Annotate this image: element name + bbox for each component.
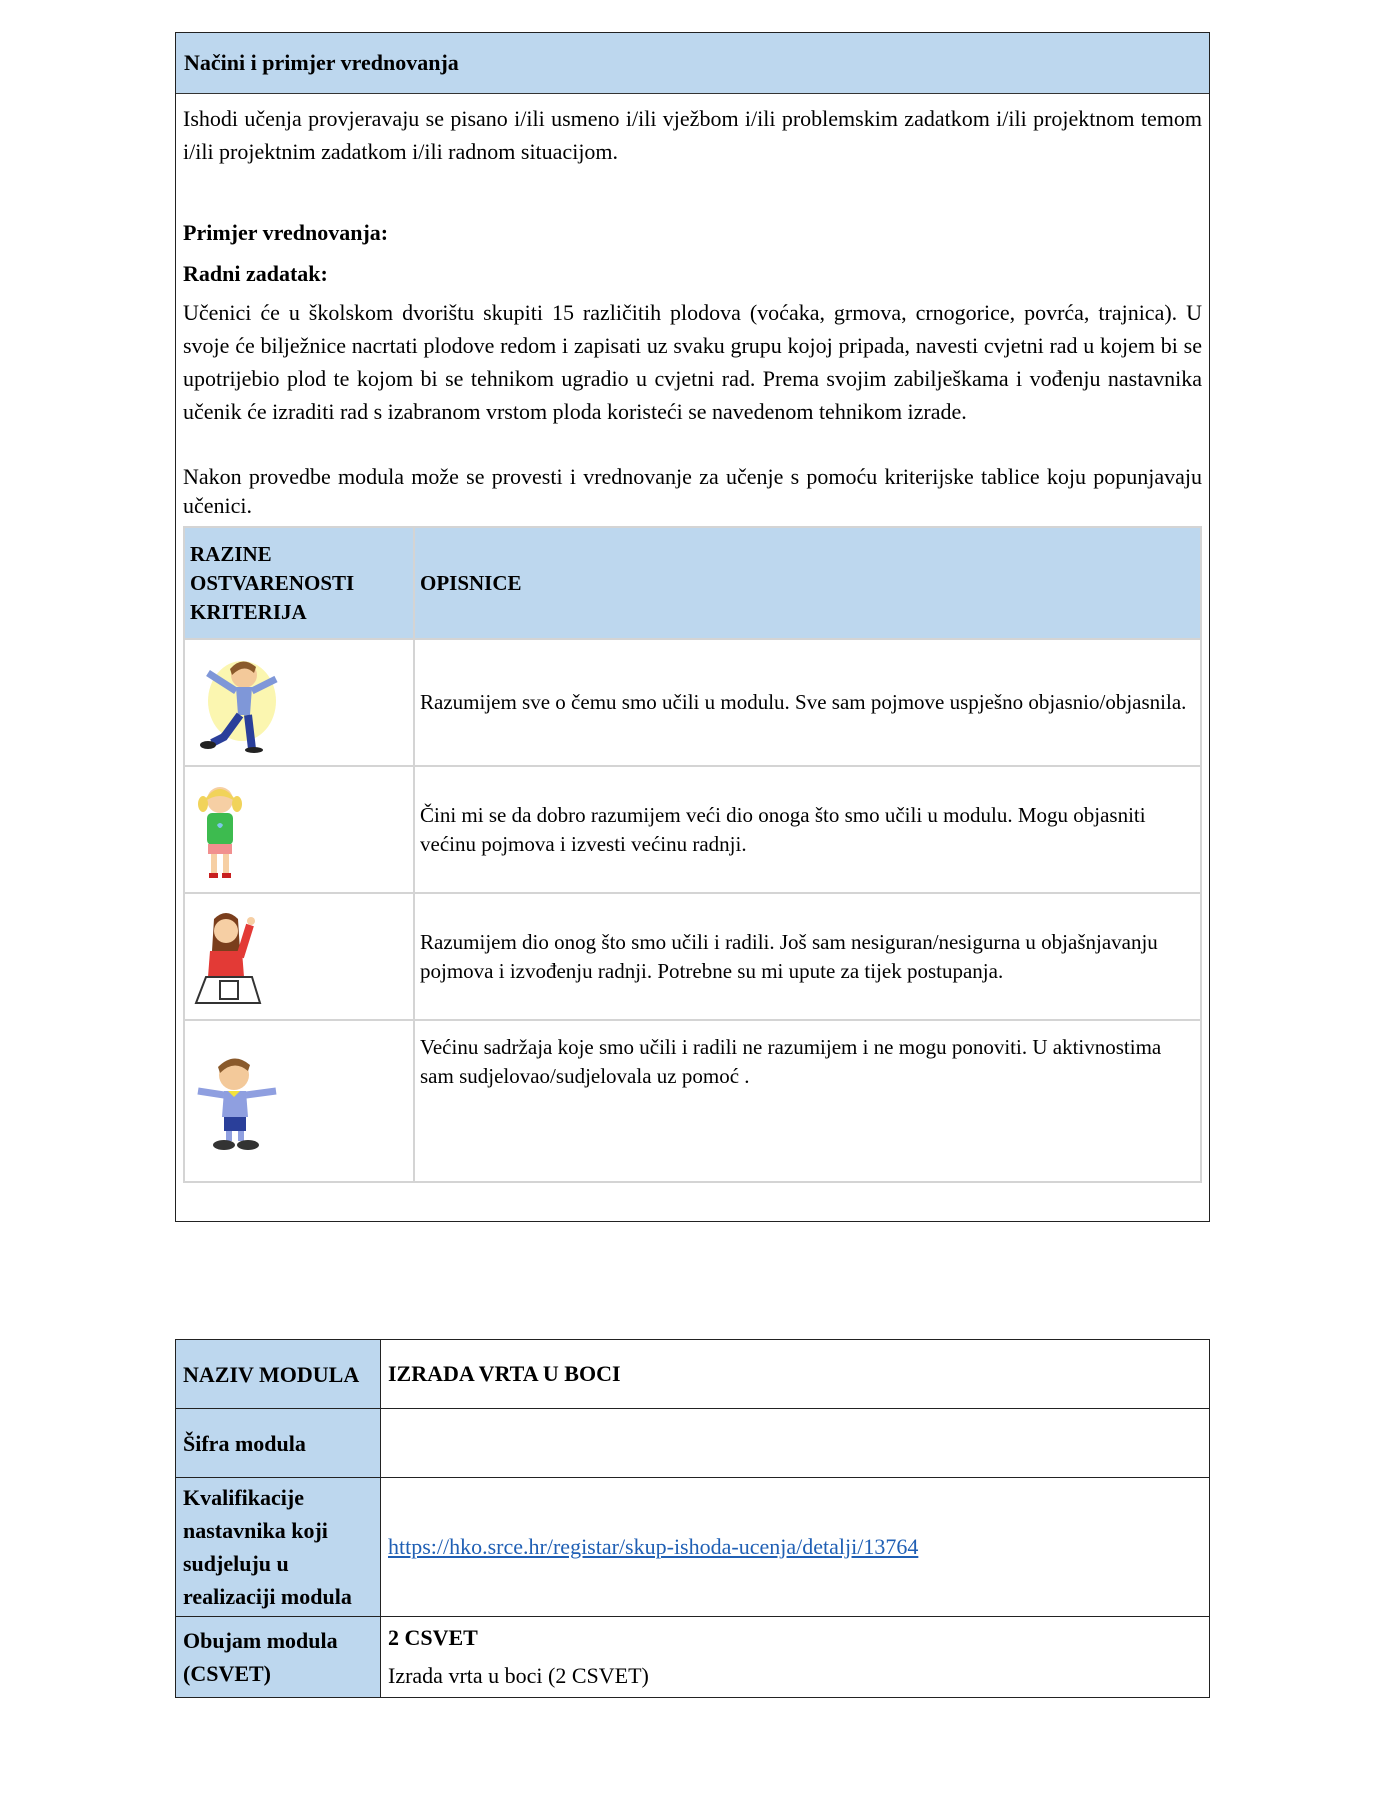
module-info-table [175,1339,1210,1698]
criteria-row [184,639,1201,766]
criteria-row [184,893,1201,1020]
module-code-label: Šifra modula [176,1409,381,1478]
module-volume-detail: Izrada vrta u boci (2 CSVET) [388,1663,649,1688]
module-code-value [381,1409,1210,1478]
assessment-body [176,102,1209,1183]
criteria-descriptor: Razumijem sve o čemu smo učili u modulu. Sve sam pojmove uspješno objasnio/objasnila. [414,639,1201,766]
module-name-value: IZRADA VRTA U BOCI [381,1340,1210,1409]
module-qualifications-row [176,1478,1210,1617]
assessment-table [175,32,1210,1222]
criteria-descriptor: Većinu sadržaja koje smo učili i radili ne razumijem i ne mogu ponoviti. U aktivnostima sam sudjelovao/sudjelovala uz pomoć . [414,1020,1201,1182]
criteria-descriptor: Čini mi se da dobro razumijem veći dio onoga što smo učili u modulu. Mogu objasniti većinu pojmova i izvesti većinu radnji. [414,766,1201,893]
criteria-row [184,766,1201,893]
task-heading: Radni zadatak: [183,261,328,286]
module-volume-row [176,1617,1210,1698]
task-text: Učenici će u školskom dvorištu skupiti 15 različitih plodova (voćaka, grmova, crnogorice, povrća, trajnica). U svoje će bilježnice nacrtati plodove redom i zapisati uz svaku grupu kojoj pripada, navesti cvjetni rad u kojem bi se upotrijebio plod te kojom bi se tehnikom ugradio u cvjetni rad. Prema svojim zabilješkama i vođenju nastavnika učenik će izraditi rad s izabranom vrstom ploda koristeći se navedenom tehnikom izrade. [183,300,1202,424]
girl-raising-hand-icon [190,907,286,1007]
qualifications-link[interactable]: https://hko.srce.hr/registar/skup-ishoda-ucenja/detalji/13764 [388,1534,919,1559]
happy-jumping-boy-icon [190,653,286,753]
assessment-intro: Ishodi učenja provjeravaju se pisano i/ili usmeno i/ili vježbom i/ili problemskim zadatkom i/ili projektnom temom i/ili projektnim zadatkom i/ili radnom situacijom. [183,106,1202,164]
module-volume-label: Obujam modula (CSVET) [176,1617,381,1698]
confused-boy-icon [190,1051,286,1151]
criteria-header-row [184,527,1201,639]
criteria-table [183,526,1202,1183]
criteria-descriptor: Razumijem dio onog što smo učili i radili. Još sam nesiguran/nesigurna u objašnjavanju pojmova i izvođenju radnji. Potrebne su mi upute za tijek postupanja. [414,893,1201,1020]
closing-text: Nakon provedbe modula može se provesti i vrednovanje za učenje s pomoću kriterijske tablice koju popunjavaju učenici. [183,464,1202,518]
module-qualifications-label: Kvalifikacije nastavnika koji sudjeluju u realizaciji modula [176,1478,381,1617]
module-name-row [176,1340,1210,1409]
criteria-header-descriptors: OPISNICE [414,527,1201,639]
example-heading: Primjer vrednovanja: [183,220,389,245]
assessment-title: Načini i primjer vrednovanja [176,33,1209,94]
module-name-label: NAZIV MODULA [176,1340,381,1409]
smiling-girl-icon [190,780,286,880]
criteria-row [184,1020,1201,1182]
criteria-header-levels: RAZINE OSTVARENOSTI KRITERIJA [184,527,414,639]
module-volume-value: 2 CSVET [388,1625,478,1650]
module-code-row [176,1409,1210,1478]
